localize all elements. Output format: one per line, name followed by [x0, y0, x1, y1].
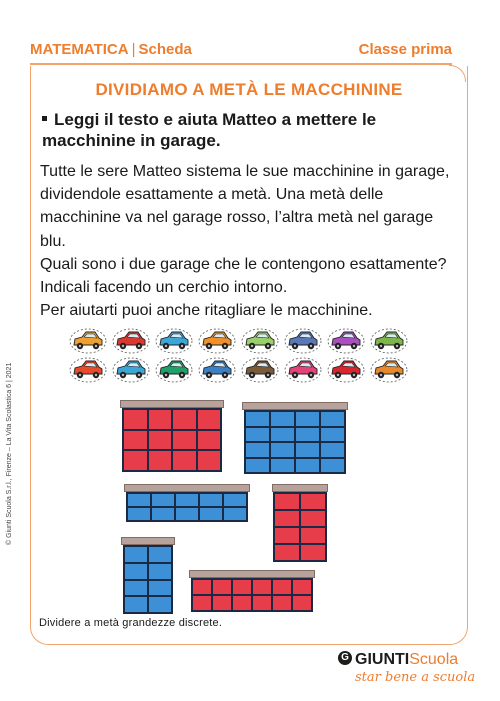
- garage-bay: [273, 596, 291, 610]
- garage-bay: [233, 580, 251, 594]
- garage-bay: [124, 431, 147, 450]
- garage-bays: [122, 408, 222, 472]
- garage-bay: [173, 410, 196, 429]
- car-sticker: [156, 358, 192, 382]
- car-sticker: [113, 358, 149, 382]
- garage-bay: [293, 580, 311, 594]
- garage-bays: [126, 492, 248, 522]
- garage-bay: [321, 443, 344, 457]
- car-sticker: [199, 358, 235, 382]
- garage-bay: [149, 451, 172, 470]
- garage-bay: [198, 410, 221, 429]
- garage-bay: [271, 459, 294, 473]
- giunti-logo-icon: G: [338, 651, 352, 665]
- garage-bay: [125, 547, 147, 562]
- garage-bay: [271, 443, 294, 457]
- car-sticker: [156, 329, 192, 353]
- garage-bay: [246, 428, 269, 442]
- car-sticker: [285, 358, 321, 382]
- sheet-type-label: Scheda: [138, 41, 192, 58]
- garage-bay: [193, 596, 211, 610]
- garage-bay: [149, 431, 172, 450]
- garage-bays: [273, 492, 327, 562]
- garage-bay: [246, 412, 269, 426]
- garage-bay: [253, 596, 271, 610]
- copyright-text: © Giunti Scuola S.r.l., Firenze – La Vita Scolastica 6 | 2021: [6, 362, 13, 545]
- garage-bay: [275, 545, 299, 560]
- garage-bay: [296, 459, 319, 473]
- garage-bay: [149, 597, 171, 612]
- garage-bay: [293, 596, 311, 610]
- garage-bay: [149, 581, 171, 596]
- subject-label: MATEMATICA: [30, 41, 129, 58]
- header-separator: |: [131, 41, 136, 58]
- car-sticker: [242, 329, 278, 353]
- garage-bay: [275, 494, 299, 509]
- garage-bay: [149, 410, 172, 429]
- instruction-text: Leggi il testo e aiuta Matteo a mettere le macchinine in garage.: [42, 110, 377, 150]
- garage-bay: [301, 494, 325, 509]
- garage-bay: [124, 451, 147, 470]
- garage-bay: [124, 410, 147, 429]
- garage-bays: [244, 410, 346, 474]
- garage-roof: [120, 400, 224, 408]
- garage-bay: [296, 443, 319, 457]
- garage-roof: [272, 484, 328, 492]
- car-sticker: [328, 329, 364, 353]
- garage-bay: [296, 428, 319, 442]
- garage-bay: [233, 596, 251, 610]
- car-sticker: [70, 358, 106, 382]
- garage-roof: [121, 537, 175, 545]
- garage-bay: [213, 580, 231, 594]
- garage-bay: [224, 508, 246, 520]
- garage-bay: [275, 511, 299, 526]
- garage-bay: [128, 508, 150, 520]
- garage-bay: [128, 494, 150, 506]
- garage-bay: [176, 508, 198, 520]
- car-sticker: [328, 358, 364, 382]
- garage-bay: [321, 412, 344, 426]
- garage-bay: [173, 451, 196, 470]
- paragraph: Tutte le sere Matteo sistema le sue macchinine in garage, dividendole esattamente a metà. Una metà delle macchinine va nel garage rosso, l’altra metà nel garage blu.: [40, 163, 450, 250]
- garage-bay: [321, 428, 344, 442]
- car-sticker: [285, 329, 321, 353]
- garage-bay: [253, 580, 271, 594]
- garage-bay: [275, 528, 299, 543]
- garage-bay: [271, 428, 294, 442]
- garage-bays: [191, 578, 313, 612]
- garage-bay: [152, 508, 174, 520]
- garage-bay: [301, 511, 325, 526]
- logo-tagline: star bene a scuola: [355, 670, 476, 685]
- garage-bay: [200, 494, 222, 506]
- worksheet-title: DIVIDIAMO A METÀ LE MACCHININE: [95, 80, 403, 99]
- car-sticker: [242, 358, 278, 382]
- garage-roof: [124, 484, 250, 492]
- garage-bay: [149, 564, 171, 579]
- garage-bay: [321, 459, 344, 473]
- logo-brand-2: Scuola: [409, 651, 459, 668]
- garage-bay: [198, 451, 221, 470]
- garage-bay: [213, 596, 231, 610]
- garage-bays: [123, 545, 173, 614]
- publisher-logo: [338, 651, 458, 669]
- car-sticker: [199, 329, 235, 353]
- garage-bay: [273, 580, 291, 594]
- car-sticker: [113, 329, 149, 353]
- garage-bay: [193, 580, 211, 594]
- car-sticker: [371, 329, 407, 353]
- garage-bay: [152, 494, 174, 506]
- garage-bay: [271, 412, 294, 426]
- garage-bay: [125, 597, 147, 612]
- garage-bay: [125, 581, 147, 596]
- garage-bay: [173, 431, 196, 450]
- garage-bay: [246, 443, 269, 457]
- garage-bay: [296, 412, 319, 426]
- garage-bay: [246, 459, 269, 473]
- grade-label: Classe prima: [358, 41, 452, 58]
- garage-bay: [224, 494, 246, 506]
- learning-goal: Dividere a metà grandezze discrete.: [39, 617, 223, 629]
- garage-bay: [198, 431, 221, 450]
- car-sticker: [371, 358, 407, 382]
- garage-bay: [176, 494, 198, 506]
- garage-roof: [242, 402, 348, 410]
- paragraph: Per aiutarti puoi anche ritagliare le macchinine.: [40, 302, 373, 320]
- garage-bay: [301, 528, 325, 543]
- paragraph: Quali sono i due garage che le contengono esattamente? Indicali facendo un cerchio intorno.: [40, 255, 447, 297]
- garage-bay: [149, 547, 171, 562]
- garage-roof: [189, 570, 315, 578]
- garage-bay: [125, 564, 147, 579]
- logo-brand: GIUNTI: [355, 651, 410, 668]
- garage-bay: [301, 545, 325, 560]
- car-sticker: [70, 329, 106, 353]
- garage-bay: [200, 508, 222, 520]
